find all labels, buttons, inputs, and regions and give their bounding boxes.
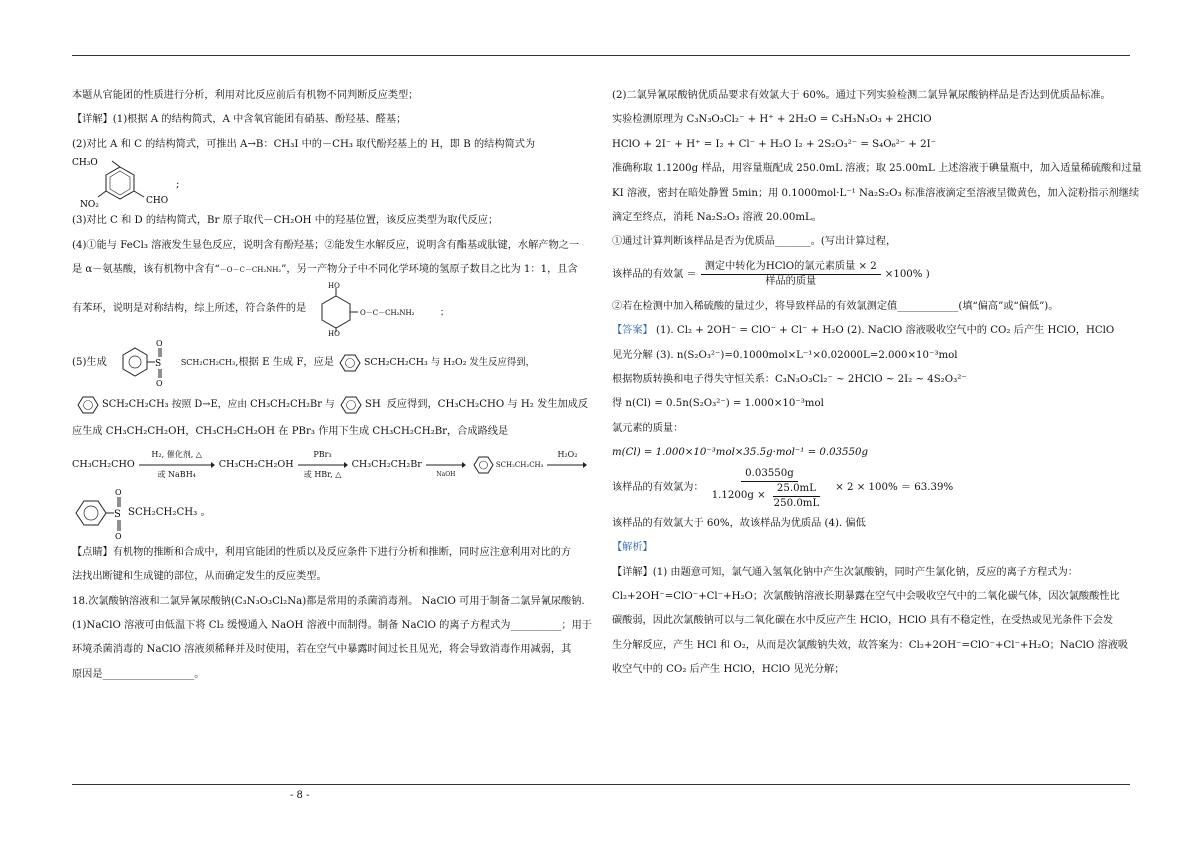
svg-text:O: O: [115, 531, 122, 541]
text-line: 根据物质转换和电子得失守恒关系：C₃N₃O₃Cl₂⁻ ~ 2HClO ~ 2I₂ ~ 4S₂O₃²⁻: [612, 374, 967, 386]
svg-text:O: O: [115, 487, 122, 497]
text-span: SCH₂CH₂CH₃: [180, 358, 236, 368]
text-span: (1). Cl₂ + 2OH⁻ = ClO⁻ + Cl⁻ + H₂O (2). NaClO 溶液吸收空气中的 CO₂ 后产生 HClO，HClO: [656, 325, 1115, 337]
struct-label: HO: [328, 282, 341, 291]
text-span: SH: [364, 399, 381, 411]
text-line: [612, 536, 1132, 560]
text-span: SCH₂CH₂CH₃ 按照 D→E，应由 CH₃CH₂CH₂Br 与: [102, 399, 335, 411]
arrow-condition-bottom: 或 HBr, △: [303, 469, 342, 479]
reaction-arrow: [426, 448, 466, 482]
fraction-numerator: 0.03550g: [741, 467, 798, 482]
text-line: 见光分解 (3). n(S₂O₃²⁻)=0.1000mol×L⁻¹×0.02000L=2.000×10⁻³mol: [612, 349, 958, 361]
fraction-denominator: 样品的质量: [765, 276, 817, 288]
inline-group: －O－C－CH₂NH₂: [219, 266, 282, 275]
final-product-line: [72, 485, 590, 541]
text-line: (4)①能与 FeCl₃ 溶液发生显色反应，说明含有酚羟基；②能发生水解反应，说明含有酯基或肽键，水解产物之一: [72, 239, 580, 251]
bottom-rule: [72, 784, 1130, 785]
svg-text:；: ；: [440, 308, 450, 319]
text-line: 实验检测原理为 C₃N₃O₃Cl₂⁻ + H⁺ + 2H₂O = C₃H₃N₃O₃ + 2HClO: [612, 114, 932, 126]
sulfone-line: [72, 336, 590, 390]
text-line: Cl₂+2OH⁻=ClO⁻+Cl⁻+H₂O；次氯酸钠溶液长期暴露在空气中会吸收空气中的二氧化碳气体，因次氯酸酸性比: [612, 590, 1120, 602]
ester-structure-line: [72, 282, 590, 339]
reaction-arrow: [298, 448, 348, 482]
thioether-line: [72, 390, 590, 420]
struct-label: CHO: [146, 196, 169, 207]
formula-result: [612, 466, 1132, 512]
text-span: ×100% ): [884, 268, 930, 280]
struct-label: CH₃O: [72, 158, 98, 169]
fraction: [708, 467, 832, 511]
route-step: CH₃CH₂CH₂Br: [351, 458, 422, 470]
svg-text:O: O: [155, 379, 163, 389]
svg-text:S: S: [154, 359, 161, 370]
benzene-ring-icon: [72, 392, 102, 418]
page-number: - 8 -: [290, 790, 310, 801]
fraction: [770, 482, 824, 511]
text-line: 生分解反应，产生 HCl 和 O₂，从而是次氯酸钠失效，故答案为：Cl₂+2OH⁻=ClO⁻+Cl⁻+H₂O；NaClO 溶液吸: [612, 639, 1129, 651]
text-span: 1.1200g ×: [711, 490, 766, 502]
text-line: m(Cl) = 1.000×10⁻³mol×35.5g·mol⁻¹ = 0.03550g: [612, 447, 869, 459]
text-line: 【点睛】有机物的推断和合成中，利用官能团的性质以及反应条件下进行分析和推断，同时应注意利用对比的方: [72, 546, 572, 558]
text-line: ①通过计算判断该样品是否为优质品_______。(写出计算过程，: [612, 236, 897, 248]
text-line: 准确称取 1.1200g 样品，用容量瓶配成 250.0mL 溶液；取 25.00mL 上述溶液于碘量瓶中，加入适量稀硫酸和过量: [612, 163, 1142, 175]
fraction: [701, 260, 881, 289]
text-span: SCH₂CH₂CH₃ 与 H₂O₂ 发生反应得到，: [364, 357, 536, 369]
arrow-condition-top: H₂O₂: [557, 449, 578, 459]
formula-effective-chlorine: [612, 255, 1132, 295]
route-step: SCH₂CH₂CH₃ 。: [128, 506, 211, 518]
arrow-condition-top: PBr₃: [313, 449, 332, 459]
text-line: 该样品的有效氯大于 60%，故该样品为优质品 (4). 偏低: [612, 517, 866, 529]
fraction-numerator: 测定中转化为HClO的氯元素质量 × 2: [701, 260, 881, 275]
text-line: (2)对比 A 和 C 的结构简式，可推出 A→B：CH₃I 中的－CH₃ 取代酚羟基上的 H，即 B 的结构简式为: [72, 138, 536, 150]
answer-label: 【答案】: [612, 325, 653, 337]
text-line: [612, 319, 1132, 343]
text-line: KI 溶液，密封在暗处静置 5min；用 0.1000mol·L⁻¹ Na₂S₂O₃ 标准溶液滴定至溶液呈微黄色，加入淀粉指示剂继续: [612, 187, 1140, 199]
text-line: 氯元素的质量：: [612, 422, 684, 434]
route-step: SCH₂CH₂CH₃: [495, 460, 544, 469]
arrow-condition-bottom: 或 NaBH₄: [157, 469, 196, 479]
fraction-numerator: 25.0mL: [773, 482, 820, 497]
text-line: 碳酸弱，因此次氯酸钠可以与二氧化碳在水中反应产生 HClO，HClO 具有不稳定性，在受热或见光条件下会发: [612, 615, 1114, 627]
structure-b: [72, 157, 590, 209]
text-span: 该样品的有效氯为：: [612, 482, 704, 494]
route-step: CH₃CH₂CH₂OH: [218, 458, 294, 470]
analysis-label: 【解析】: [612, 542, 653, 554]
benzene-ring-icon: [470, 453, 496, 477]
text-span: 是 α－氨基酸，该有机物中含有“: [72, 264, 220, 276]
sulfone-structure-icon: [107, 336, 181, 390]
ester-structure-icon: [306, 282, 450, 339]
struct-label: HO: [328, 330, 341, 339]
text-line: 本题从官能团的性质进行分析，利用对比反应前后有机物不同判断反应类型；: [72, 90, 419, 101]
svg-text:;: ;: [176, 179, 180, 191]
text-line: (3)对比 C 和 D 的结构简式，Br 原子取代－CH₂OH 中的羟基位置，该反应类型为取代反应；: [72, 215, 499, 227]
left-column: [72, 84, 590, 687]
text-line: 【详解】(1)根据 A 的结构简式，A 中含氧官能团有硝基、酚羟基、醛基；: [72, 114, 407, 126]
text-line: ②若在检测中加入稀硫酸的量过少，将导致样品的有效氯测定值____________(填“偏高”或“偏低”)。: [612, 300, 1059, 312]
text-line: 收空气中的 CO₂ 后产生 HClO，HClO 见光分解；: [612, 664, 845, 676]
text-line: [72, 258, 590, 282]
fraction-denominator: [708, 482, 832, 511]
svg-text:S: S: [114, 508, 121, 520]
text-span: 反应得到，CH₃CH₂CHO 与 H₂ 发生加成反: [386, 399, 589, 411]
top-rule: [72, 55, 1130, 56]
benzene-ring-icon: [335, 392, 365, 418]
text-span: ”，另一产物分子中不同化学环境的氢原子数目之比为 1：1，且含: [281, 264, 578, 276]
text-span: 该样品的有效氯 ＝: [612, 268, 697, 280]
text-span: 有苯环，说明是对称结构，综上所述，符合条件的是: [72, 303, 307, 315]
struct-label: NO₂: [80, 200, 99, 211]
text-line: 应生成 CH₃CH₂CH₂OH，CH₃CH₂CH₂OH 在 PBr₃ 作用下生成 CH₃CH₂CH₂Br，合成路线是: [72, 426, 509, 438]
text-line: (1)NaClO 溶液可由低温下将 Cl₂ 缓慢通入 NaOH 溶液中而制得。制备 NaClO 的离子方程式为__________；用于: [72, 620, 592, 632]
text-line: 得 n(Cl) = 0.5n(S₂O₃²⁻) = 1.000×10⁻³mol: [612, 398, 824, 410]
synthesis-route: [72, 445, 590, 485]
text-span: ,根据 E 生成 F，应是: [235, 357, 334, 369]
text-line: (2)二氯异氰尿酸钠优质品要求有效氯大于 60%。通过下列实验检测二氯异氰尿酸钠样品是否达到优质品标准。: [612, 90, 1111, 101]
reaction-arrow: [547, 448, 587, 482]
right-column: [612, 84, 1142, 683]
fraction-denominator: 250.0mL: [773, 497, 820, 509]
route-step: CH₃CH₂CHO: [72, 458, 135, 470]
text-line: 滴定至终点，消耗 Na₂S₂O₃ 溶液 20.00mL。: [612, 212, 822, 224]
sulfone-structure-icon: [72, 485, 128, 541]
struct-label: O－C－CH₂NH₂: [360, 309, 415, 318]
text-line: 环境杀菌消毒的 NaClO 溶液须稀释并及时使用，若在空气中暴露时间过长且见光，将会导致消毒作用减弱，其: [72, 644, 572, 656]
svg-text:O: O: [155, 339, 163, 349]
reaction-arrow: [139, 448, 215, 482]
benzene-ring-icon: [334, 350, 364, 376]
text-line: HClO + 2I⁻ + H⁺ = I₂ + Cl⁻ + H₂O I₂ + 2S₂O₃²⁻ = S₄O₆²⁻ + 2I⁻: [612, 138, 937, 150]
text-span: (5)生成: [72, 357, 107, 369]
text-line: 原因是__________________。: [72, 668, 205, 680]
arrow-condition-bottom: NaOH: [436, 470, 456, 478]
text-line: 18.次氯酸钠溶液和二氯异氰尿酸钠(C₃N₃O₃Cl₂Na)都是常用的杀菌消毒剂。 NaClO 可用于制备二氯异氰尿酸钠.: [72, 595, 585, 607]
arrow-condition-top: H₂, 催化剂, △: [151, 449, 202, 459]
text-span: × 2 × 100% ＝ 63.39%: [835, 482, 954, 494]
benzene-ring-icon: [72, 157, 192, 209]
text-line: 【详解】(1) 由题意可知，氯气通入氢氧化钠中产生次氯酸钠，同时产生氯化钠，反应的离子方程式为：: [612, 566, 1078, 578]
text-line: 法找出断键和生成键的部位，从而确定发生的反应类型。: [72, 571, 327, 583]
